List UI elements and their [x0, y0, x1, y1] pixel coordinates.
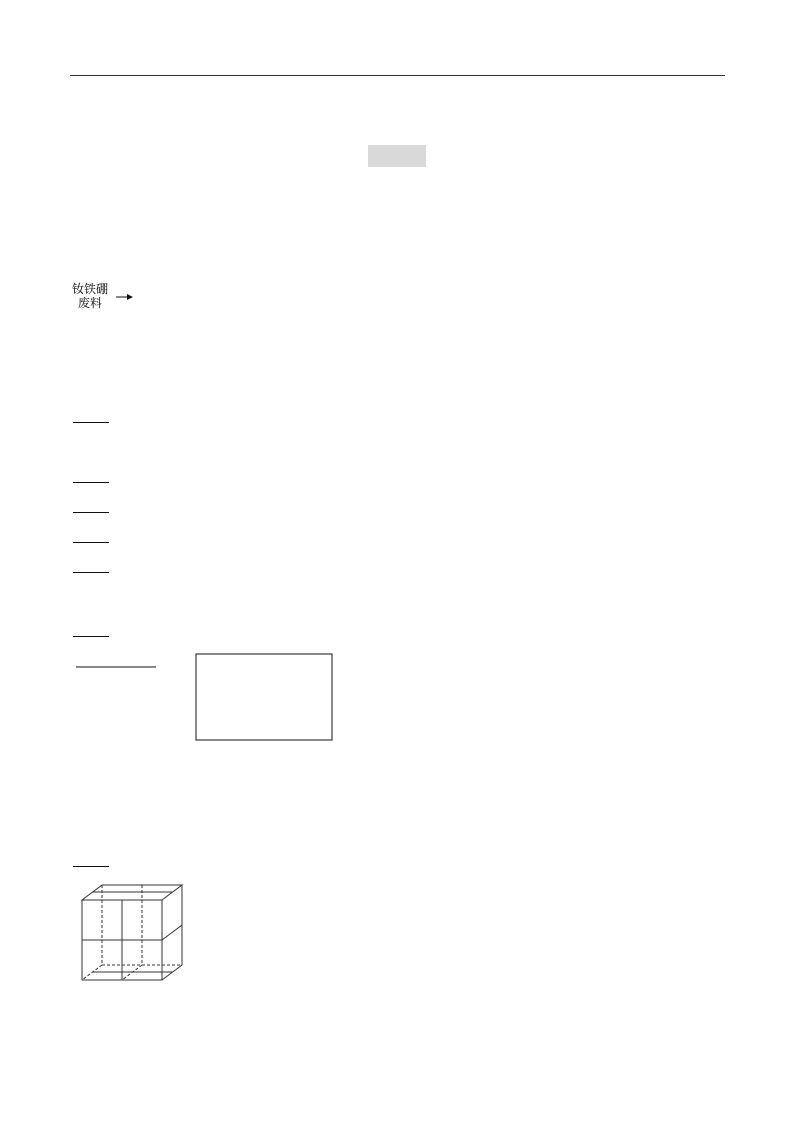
answer-blank-1[interactable] [73, 410, 109, 423]
flow-start-line2: 废料 [78, 296, 103, 310]
process-flow-diagram [70, 255, 670, 340]
q1-sub1 [73, 410, 725, 430]
q1-sub2a [73, 470, 725, 490]
chart-frame [196, 654, 332, 740]
answer-blank-5[interactable] [73, 854, 109, 867]
answer-blank-2b[interactable] [73, 500, 109, 513]
flow-start-line1: 钕铁硼 [72, 282, 109, 296]
q1-sub2b [73, 500, 725, 520]
answer-blank-2c[interactable] [73, 530, 109, 543]
group-label [368, 145, 426, 167]
answer-blank-2a[interactable] [73, 470, 109, 483]
answer-blank-3[interactable] [73, 560, 109, 573]
crystal-cell-figure [72, 880, 202, 1005]
q1-sub4-line2 [73, 624, 725, 644]
q1-sub2c [73, 530, 725, 550]
q1-sub5-line3 [73, 854, 725, 874]
answer-blank-4[interactable] [73, 624, 109, 637]
thermogravimetric-chart [72, 648, 392, 783]
header-divider [70, 75, 725, 76]
q1-sub3 [73, 560, 725, 580]
